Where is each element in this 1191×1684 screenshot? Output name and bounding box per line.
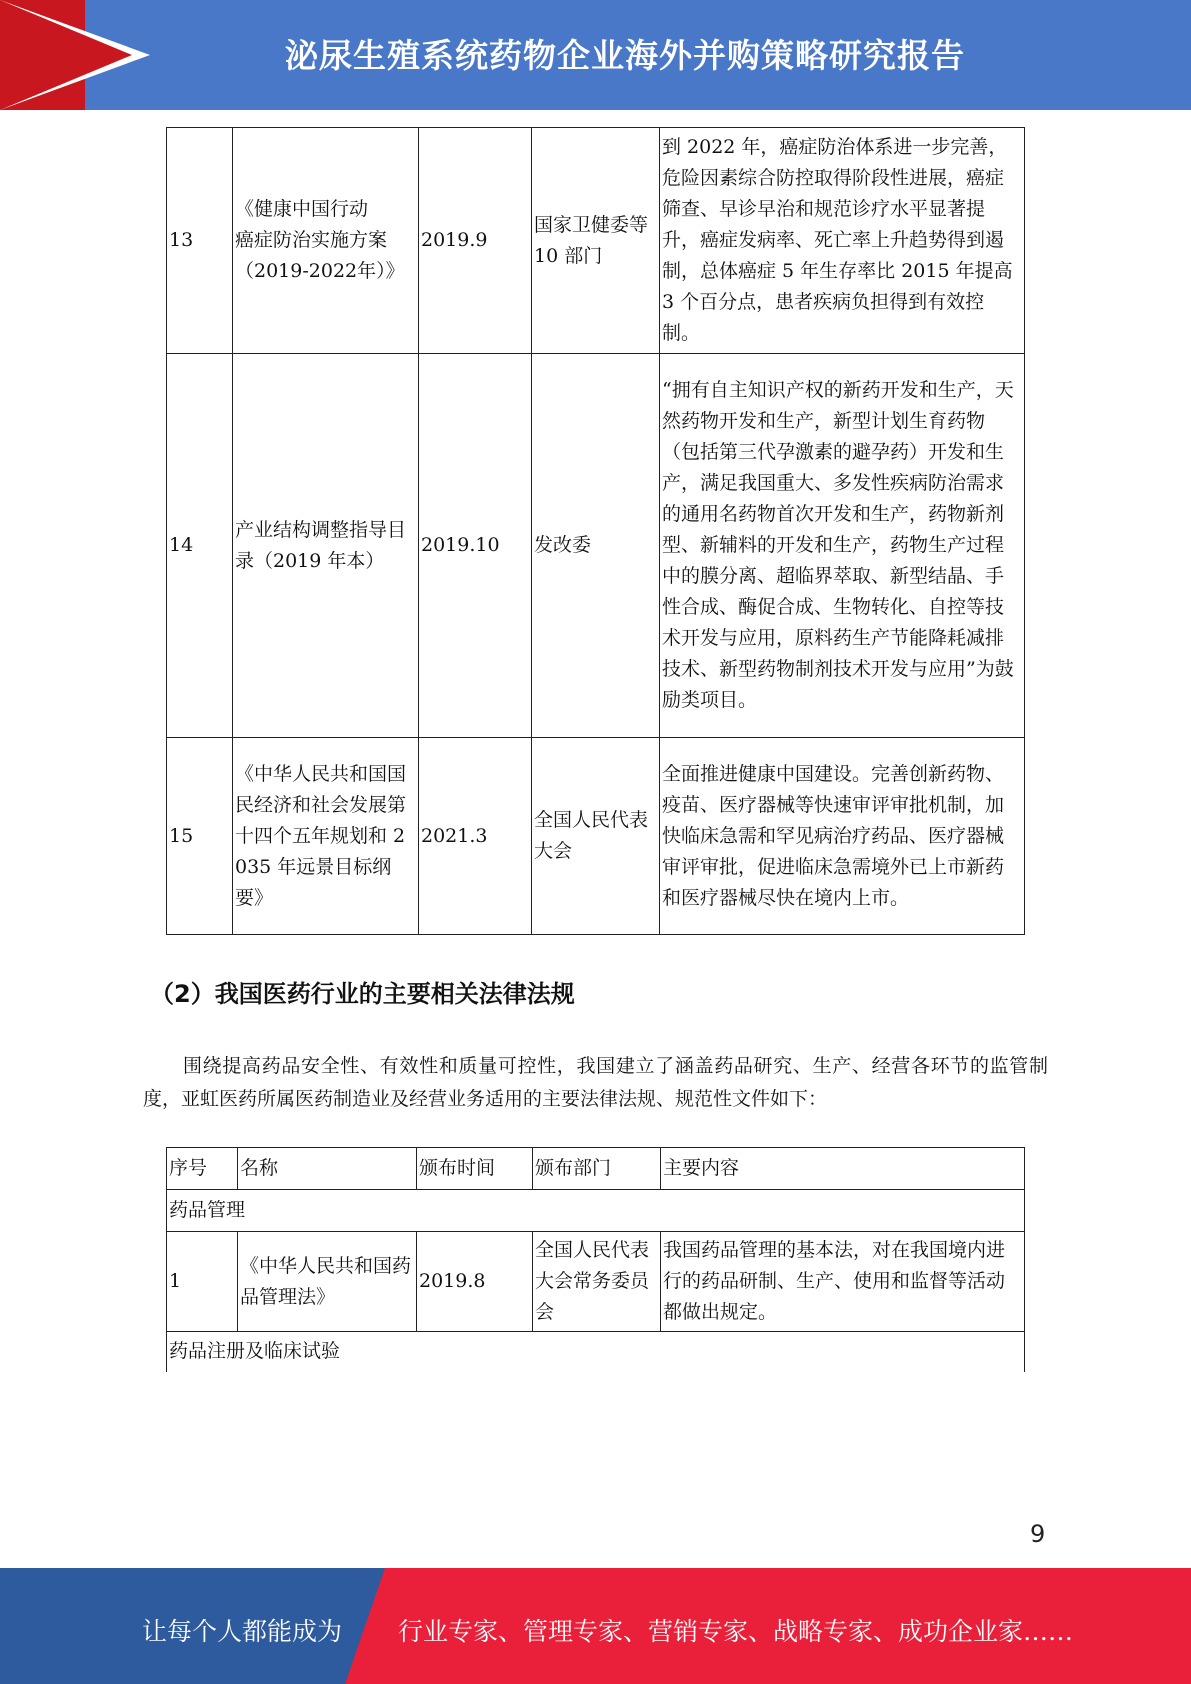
column-header-date: 颁布时间 — [417, 1148, 533, 1190]
group-row — [167, 1190, 1025, 1232]
column-header-name: 名称 — [238, 1148, 417, 1190]
table-row — [167, 738, 1025, 935]
issuing-department: 国家卫健委等 10 部门 — [532, 128, 660, 354]
table-row — [167, 128, 1025, 354]
page-number: 9 — [1030, 1520, 1046, 1548]
row-number: 1 — [167, 1232, 238, 1332]
header-arrow-icon — [0, 0, 132, 110]
issuing-department: 全国人民代表大会常务委员会 — [533, 1232, 661, 1332]
main-content: 到 2022 年，癌症防治体系进一步完善，危险因素综合防控取得阶段性进展，癌症筛查、早诊早治和规范诊疗水平显著提升，癌症发病率、死亡率上升趋势得到遏制，总体癌症 5 年生存率比 2015 年提高 3 个百分点，患者疾病负担得到有效控制。 — [660, 128, 1025, 354]
issue-date: 2019.10 — [419, 354, 532, 738]
group-label: 药品管理 — [167, 1190, 1025, 1232]
issue-date: 2019.9 — [419, 128, 532, 354]
main-content: 全面推进健康中国建设。完善创新药物、疫苗、医疗器械等快速审评审批机制，加快临床急需和罕见病治疗药品、医疗器械审评审批，促进临床急需境外已上市新药和医疗器械尽快在境内上市。 — [660, 738, 1025, 935]
row-number: 15 — [167, 738, 233, 935]
column-header-no: 序号 — [167, 1148, 238, 1190]
policy-name: 《中华人民共和国国民经济和社会发展第十四个五年规划和 2035 年远景目标纲要》 — [233, 738, 419, 935]
policy-name: 产业结构调整指导目录（2019 年本） — [233, 354, 419, 738]
row-number: 14 — [167, 354, 233, 738]
policy-table — [166, 127, 1025, 935]
main-content: 我国药品管理的基本法，对在我国境内进行的药品研制、生产、使用和监督等活动都做出规定。 — [661, 1232, 1025, 1332]
table-header-row — [167, 1148, 1025, 1190]
issue-date: 2019.8 — [417, 1232, 533, 1332]
footer-slogan-right: 行业专家、管理专家、营销专家、战略专家、成功企业家…… — [398, 1617, 1074, 1646]
footer-slogan-left: 让每个人都能成为 — [142, 1617, 343, 1646]
law-table — [166, 1147, 1025, 1372]
section-heading: （2）我国医药行业的主要相关法律法规 — [150, 980, 575, 1008]
issuing-department: 全国人民代表大会 — [532, 738, 660, 935]
column-header-dept: 颁布部门 — [533, 1148, 661, 1190]
row-number: 13 — [167, 128, 233, 354]
group-row — [167, 1332, 1025, 1372]
law-name: 《中华人民共和国药品管理法》 — [238, 1232, 417, 1332]
column-header-content: 主要内容 — [661, 1148, 1025, 1190]
policy-name: 《健康中国行动 癌症防治实施方案（2019-2022年）》 — [233, 128, 419, 354]
report-title: 泌尿生殖系统药物企业海外并购策略研究报告 — [285, 36, 965, 75]
main-content: “拥有自主知识产权的新药开发和生产，天然药物开发和生产，新型计划生育药物（包括第三代孕激素的避孕药）开发和生产，满足我国重大、多发性疾病防治需求的通用名药物首次开发和生产，药物新剂型、新辅料的开发和生产，药物生产过程中的膜分离、超临界萃取、新型结晶、手性合成、酶促合成、生物转化、自控等技术开发与应用，原料药生产节能降耗减排技术、新型药物制剂技术开发与应用”为鼓励类项目。 — [660, 354, 1025, 738]
section-paragraph: 围绕提高药品安全性、有效性和质量可控性，我国建立了涵盖药品研究、生产、经营各环节的监管制度，亚虹医药所属医药制造业及经营业务适用的主要法律法规、规范性文件如下： — [143, 1055, 1048, 1110]
issuing-department: 发改委 — [532, 354, 660, 738]
issue-date: 2021.3 — [419, 738, 532, 935]
header-bar — [0, 0, 1191, 110]
table-row — [167, 1232, 1025, 1332]
group-label: 药品注册及临床试验 — [167, 1332, 1025, 1372]
table-row — [167, 354, 1025, 738]
